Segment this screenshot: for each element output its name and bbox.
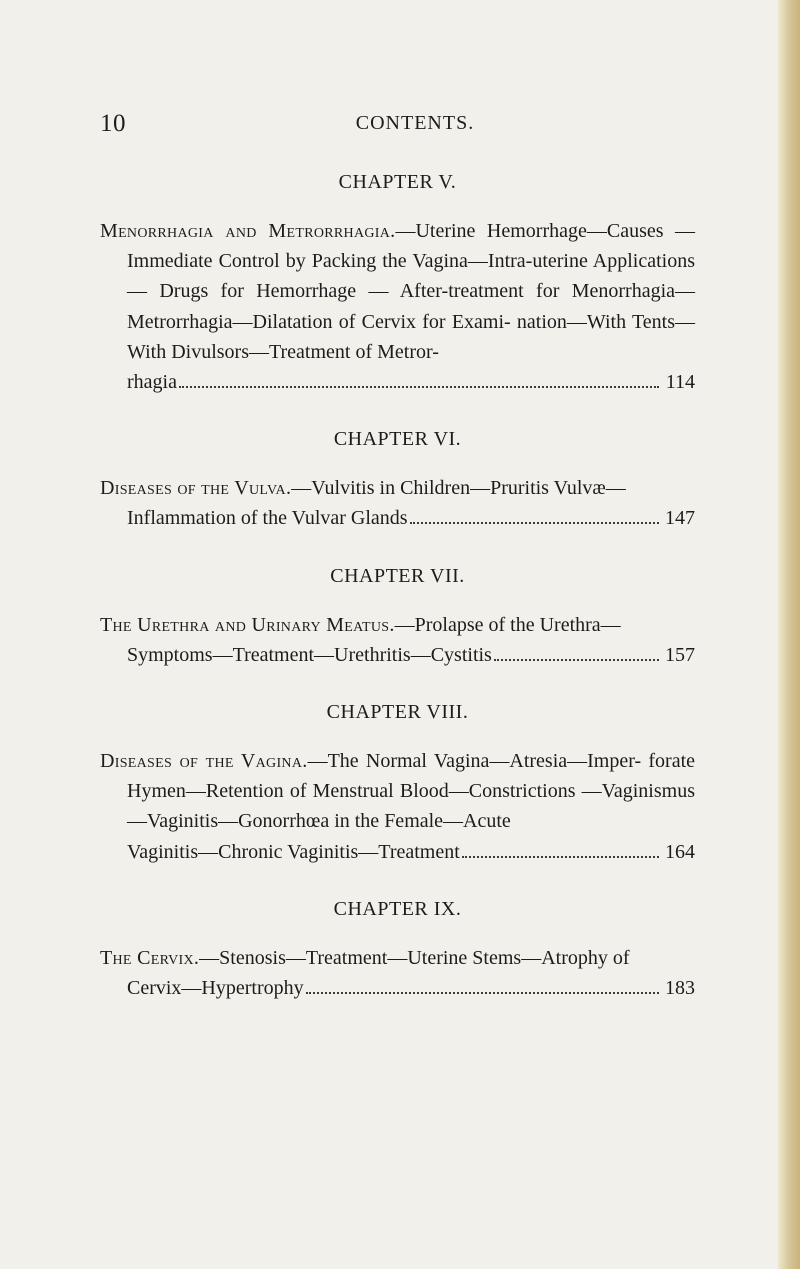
chapter-last-line [100, 837, 695, 867]
chapter-topics: —Prolapse of the Urethra— [394, 613, 621, 636]
chapter-last-line [100, 367, 695, 397]
leader-dots [410, 522, 659, 524]
page-reference: 183 [665, 977, 695, 1000]
chapter-heading: CHAPTER VII. [330, 564, 465, 587]
leader-dots [179, 386, 659, 388]
chapter-last-topics: Vaginitis—Chronic Vaginitis—Treatment [127, 840, 460, 863]
chapter-title: The Cervix. [100, 946, 200, 969]
chapter-entry [100, 700, 695, 867]
chapter-last-line [100, 503, 695, 533]
chapter-summary [100, 473, 695, 503]
chapter-title: The Urethra and Urinary Meatus. [100, 613, 395, 636]
chapter-title: Menorrhagia and Metrorrhagia. [100, 220, 396, 242]
leader-dots [306, 992, 659, 994]
chapter-topics: —The Normal Vagina—Atresia—Imper- forate Hymen—Retention of Menstrual Blood—Constrictions —Vaginismus—Vaginitis—Gonorrhœa in the Female—Acute [127, 750, 696, 833]
chapter-summary [100, 943, 695, 973]
leader-dots [462, 856, 659, 858]
chapter-last-line [100, 640, 695, 670]
chapter-last-topics: Cervix—Hypertrophy [127, 977, 304, 1000]
chapter-summary [100, 216, 695, 367]
chapter-entry [100, 427, 695, 533]
chapter-heading: CHAPTER V. [338, 171, 457, 193]
page-header [0, 110, 800, 140]
page-reference: 157 [665, 643, 695, 666]
chapter-title: Diseases of the Vulva. [100, 477, 292, 500]
chapter-topics: —Uterine Hemorrhage—Causes —Immediate Control by Packing the Vagina—Intra-uterine Applications — Drugs for Hemorrhage — After-treatment for Menorrhagia—Metrorrhagia—Dilatation of Cervix for Exami- nation—With Tents—With Divulsors—Treatment of Metror- [127, 220, 695, 363]
running-head: CONTENTS. [355, 112, 475, 134]
page-reference: 114 [665, 371, 695, 394]
page-number: 10 [100, 110, 126, 137]
page-reference: 147 [665, 507, 695, 530]
chapter-summary [100, 610, 695, 640]
chapter-topics: —Vulvitis in Children—Pruritis Vulvæ— [291, 477, 626, 500]
contents-list [100, 170, 695, 1033]
leader-dots [494, 659, 659, 661]
chapter-title: Diseases of the Vagina. [100, 750, 308, 773]
chapter-last-topics: rhagia [127, 371, 177, 394]
page-reference: 164 [665, 840, 695, 863]
chapter-entry [100, 170, 695, 397]
chapter-entry [100, 897, 695, 1003]
chapter-last-topics: Symptoms—Treatment—Urethritis—Cystitis [127, 643, 492, 666]
chapter-last-topics: Inflammation of the Vulvar Glands [127, 507, 408, 530]
chapter-heading: CHAPTER VI. [333, 428, 462, 451]
page-edge [778, 0, 800, 1269]
chapter-heading: CHAPTER VIII. [326, 701, 469, 724]
chapter-summary [100, 746, 695, 837]
chapter-heading: CHAPTER IX. [333, 897, 462, 920]
chapter-topics: —Stenosis—Treatment—Uterine Stems—Atrophy of [199, 946, 630, 969]
chapter-last-line [100, 973, 695, 1003]
chapter-entry [100, 564, 695, 670]
